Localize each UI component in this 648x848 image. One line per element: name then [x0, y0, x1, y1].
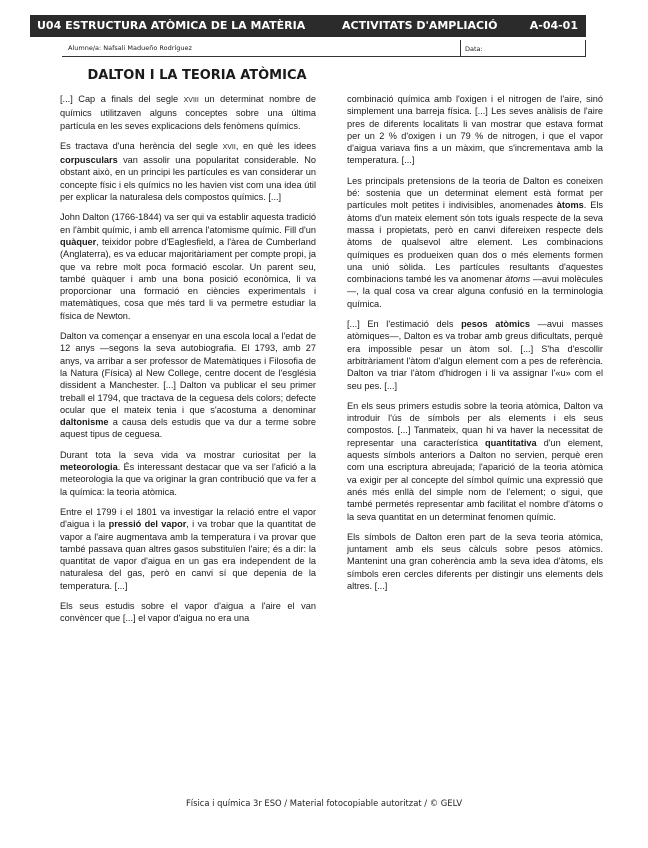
paragraph: [...] Cap a finals del segle XVIII un determinat nombre de químics utilitzaven alguns conceptes sobre una última partícula en les seves explicacions dels fenòmens químics.	[60, 94, 316, 131]
keyword: pesos atòmics	[461, 319, 530, 330]
row-divider	[585, 40, 586, 56]
paragraph: combinació química amb l'oxigen i el nitrogen de l'aire, sinó simplement una barreja física. [...] Les seves anàlisis de l'aire pres de diferents localitats li van mostrar que estava format per un 2 % d'oxigen i un 79 % de nitrogen, i que el vapor d'aigua variava fins a un màxim, que s'incrementava amb la temperatura. [...]	[347, 94, 603, 166]
activity-title: ACTIVITATS D'AMPLIACIÓ	[342, 19, 498, 32]
student-name: Alumne/a: Nafsali Madueño Rodríguez	[68, 44, 192, 52]
keyword: daltonisme	[60, 417, 109, 428]
activity-code: A-04-01	[529, 19, 578, 32]
left-column	[60, 93, 316, 633]
paragraph: John Dalton (1766-1844) va ser qui va establir aquesta tradició en l'àmbit químic, i amb ell arrenca l'atomisme químic. Fill d'un quàquer, teixidor pobre d'Eaglesfield, a l'àrea de Cumberland (Anglaterra), es va educar majoritàriament per compte propi, ja que va rebre molt poca formació escolar. Un parent seu, també quàquer i amb una bona posició econòmica, li va proporcionar una formació en ciències experimentals i matemàtiques, cosa que més tard li va permetre estudiar la física de Newton.	[60, 212, 316, 321]
date-field: Data:	[460, 40, 483, 56]
student-row	[62, 40, 586, 57]
page-footer: Física i química 3r ESO / Material fotocopiable autoritzat / © GELV	[185, 798, 463, 808]
keyword: meteorologia	[60, 462, 118, 473]
paragraph: Dalton va començar a ensenyar en una escola local a l'edat de 12 anys —segons la seva autobiografia. El 1793, amb 27 anys, va arribar a ser professor de Matemàtiques i Filosofia de la Natura (Física) al New College, centre docent de l'església dissident a Manchester. [...] Dalton va publicar el seu primer treball el 1794, que tractava de la ceguesa dels colors; defecte ocular que el mateix tenia i que s'acostuma a denominar daltonisme a causa dels estudis que va dur a terme sobre aquest tipus de ceguesa.	[60, 331, 316, 440]
paragraph: [...] En l'estimació dels pesos atòmics —avui masses atòmiques—, Dalton es va trobar amb greus dificultats, perquè era impossible pesar un àtom sol. [...] S'ha d'escollir arbitràriament l'àtom d'algun element com a pes de referència. Dalton va triar l'àtom d'hidrogen i li va assignar l'«u» com el seu pes. [...]	[347, 319, 603, 391]
paragraph: Les principals pretensions de la teoria de Dalton es coneixen bé: sostenia que un determinat element està format per partícules molt petites i indivisibles, anomenades àtoms. Els àtoms d'un mateix element són tots iguals respecte de la seva massa i propietats, però en canvi difereixen respecte dels àtoms de qualsevol altre element. Les combinacions químiques es produeixen quan dos o més elements formen una unió sòlida. Les partícules resultants d'aquestes combinacions també les va anomenar àtoms —avui molècules—, la qual cosa va crear alguna confusió en la terminologia química.	[347, 175, 603, 309]
italic-term: àtoms	[505, 274, 531, 285]
paragraph: Es tractava d'una herència del segle XVII, en què les idees corpusculars van assolir una popularitat considerable. No obstant això, en un principi les partícules es van considerar un concepte físic i els químics no les havien vist com una idea útil per explicar la naturalesa dels compostos químics. [...]	[60, 140, 316, 203]
paragraph: Durant tota la seva vida va mostrar curiositat per la meteorologia. És interessant destacar que va ser l'afició a la meteorologia la que va originar la gran contribució que va fer a la química: la teoria atòmica.	[60, 449, 316, 497]
page-title: DALTON I LA TEORIA ATÒMICA	[87, 68, 307, 83]
keyword: quantitativa	[485, 437, 537, 448]
keyword: corpusculars	[60, 155, 118, 166]
keyword: quàquer	[60, 236, 97, 247]
keyword: pressió del vapor	[108, 519, 187, 530]
keyword: àtoms	[556, 200, 584, 211]
header-bar	[30, 15, 586, 37]
unit-title: U04 ESTRUCTURA ATÒMICA DE LA MATÈRIA	[37, 19, 306, 32]
paragraph: Entre el 1799 i el 1801 va investigar la relació entre el vapor d'aigua i la pressió del vapor, i va trobar que la quantitat de vapor a l'aire augmentava amb la temperatura i va provar que també passava quan altres gasos substituïen l'aire; és a dir: la quantitat de vapor d'aigua en un gas era independent de la naturalesa del gas, però en canvi sí que depenia de la temperatura. [...]	[60, 506, 316, 591]
paragraph: En els seus primers estudis sobre la teoria atòmica, Dalton va introduir l'ús de símbols per als elements i els seus compostos. [...] Tanmateix, quan hi va haver la necessitat de representar una característica quantitativa d'un element, aquests símbols anteriors a Dalton no servien, perquè eren com una escriptura abreujada; l'aparició de la teoria atòmica va exigir per al concepte del símbol químic una expressió que anés més enllà del simple nom de l'element; o sigui, que també permetés representar amb facilitat el nombre d'àtoms o la seva quantitat en un determinat fenomen químic.	[347, 400, 603, 522]
paragraph: Els seus estudis sobre el vapor d'aigua a l'aire el van convèncer que [...] el vapor d'aigua no era una	[60, 600, 316, 624]
right-column	[347, 93, 603, 600]
paragraph: Els símbols de Dalton eren part de la seva teoria atòmica, juntament amb els seus càlculs sobre pesos atòmics. Mantenint una gran coherència amb la seva idea d'àtoms, els símbols eren cercles diferents per distingir uns elements dels altres. [...]	[347, 531, 603, 591]
